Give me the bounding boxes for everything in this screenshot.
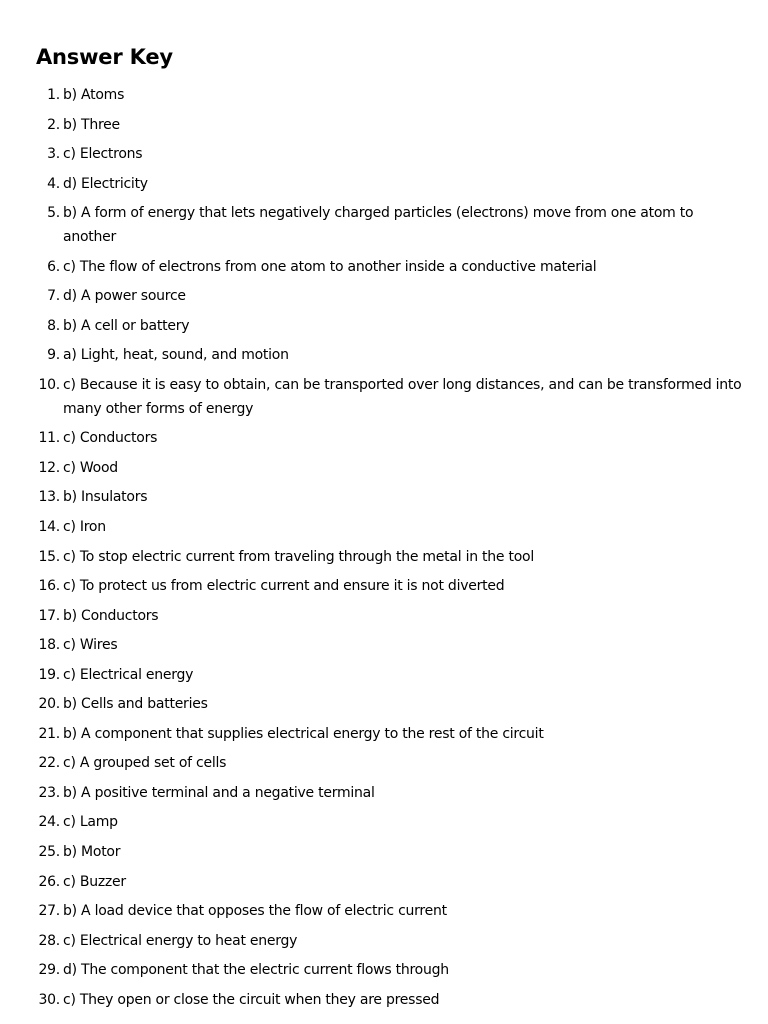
answer-text: c) Electrical energy to heat energy [63,932,298,949]
answer-item [36,751,748,775]
answer-number: 22. [38,755,60,772]
answer-text: c) Iron [63,518,106,535]
answer-item [36,574,748,598]
answer-number: 11. [38,430,60,447]
answer-text: c) Conductors [63,430,158,447]
answer-text: c) Electrical energy [63,666,194,683]
answer-text: b) Three [63,116,120,133]
answer-text: c) The flow of electrons from one atom to another inside a conductive material [63,258,597,275]
answer-item [36,485,748,509]
answer-text: c) To stop electric current from traveling through the metal in the tool [63,548,534,565]
answer-item [36,899,748,923]
answer-text: c) Buzzer [63,873,126,890]
answer-item [36,426,748,450]
answer-item [36,929,748,953]
answer-item [36,663,748,687]
answer-text: b) A load device that opposes the flow of electric current [63,903,447,920]
answer-number: 18. [38,637,60,654]
answer-text: b) A positive terminal and a negative terminal [63,784,375,801]
answer-number: 15. [38,548,60,565]
answer-number: 13. [38,489,60,506]
answer-number: 29. [38,962,60,979]
answer-item [36,515,748,539]
answer-item [36,870,748,894]
answer-text: b) Motor [63,843,121,860]
answer-number: 17. [38,607,60,624]
answer-number: 3. [47,146,60,163]
answer-text: a) Light, heat, sound, and motion [63,347,289,364]
answer-number: 26. [38,873,60,890]
answer-number: 30. [38,991,60,1008]
answer-item [36,633,748,657]
answer-item [36,722,748,746]
answer-text: d) Electricity [63,175,148,192]
answer-text: b) A component that supplies electrical energy to the rest of the circuit [63,725,544,742]
answer-text: b) Conductors [63,607,159,624]
answer-text: c) Wood [63,459,118,476]
answer-item [36,201,748,249]
answer-item [36,545,748,569]
answer-text: c) Because it is easy to obtain, can be transported over long distances, and can be transformed into many other forms of energy [63,376,742,417]
answer-number: 23. [38,784,60,801]
answer-item [36,604,748,628]
answer-item [36,255,748,279]
answer-number: 20. [38,696,60,713]
answer-number: 8. [47,317,60,334]
answer-item [36,172,748,196]
answer-number: 19. [38,666,60,683]
answer-text: c) To protect us from electric current and ensure it is not diverted [63,578,505,595]
answer-item [36,988,748,1012]
answer-item [36,113,748,137]
answer-number: 9. [47,347,60,364]
answer-item [36,314,748,338]
answer-number: 24. [38,814,60,831]
answer-item [36,692,748,716]
answer-number: 10. [38,376,60,393]
answer-number: 25. [38,843,60,860]
answer-number: 16. [38,578,60,595]
answer-text: c) Lamp [63,814,118,831]
answer-list [36,83,748,1012]
answer-text: b) Atoms [63,87,125,103]
answer-item [36,142,748,166]
answer-number: 5. [47,205,60,222]
answer-item [36,781,748,805]
answer-item [36,840,748,864]
answer-text: c) A grouped set of cells [63,755,227,772]
answer-number: 2. [47,116,60,133]
answer-number: 1. [47,87,60,103]
answer-number: 14. [38,518,60,535]
answer-item [36,456,748,480]
answer-item [36,343,748,367]
answer-number: 27. [38,903,60,920]
answer-text: c) They open or close the circuit when they are pressed [63,991,440,1008]
answer-number: 12. [38,459,60,476]
answer-item [36,83,748,107]
answer-number: 4. [47,175,60,192]
answer-text: b) A cell or battery [63,317,190,334]
answer-text: c) Wires [63,637,118,654]
answer-text: d) A power source [63,288,186,305]
answer-number: 6. [47,258,60,275]
answer-text: b) A form of energy that lets negatively charged particles (electrons) move from one atom to another [63,205,694,246]
answer-item [36,958,748,982]
answer-number: 7. [47,288,60,305]
answer-text: c) Electrons [63,146,143,163]
answer-item [36,373,748,421]
answer-number: 21. [38,725,60,742]
answer-item [36,284,748,308]
answer-text: b) Cells and batteries [63,696,208,713]
answer-text: d) The component that the electric current flows through [63,962,449,979]
answer-number: 28. [38,932,60,949]
answer-item [36,810,748,834]
page-title: Answer Key [36,45,173,69]
answer-text: b) Insulators [63,489,148,506]
